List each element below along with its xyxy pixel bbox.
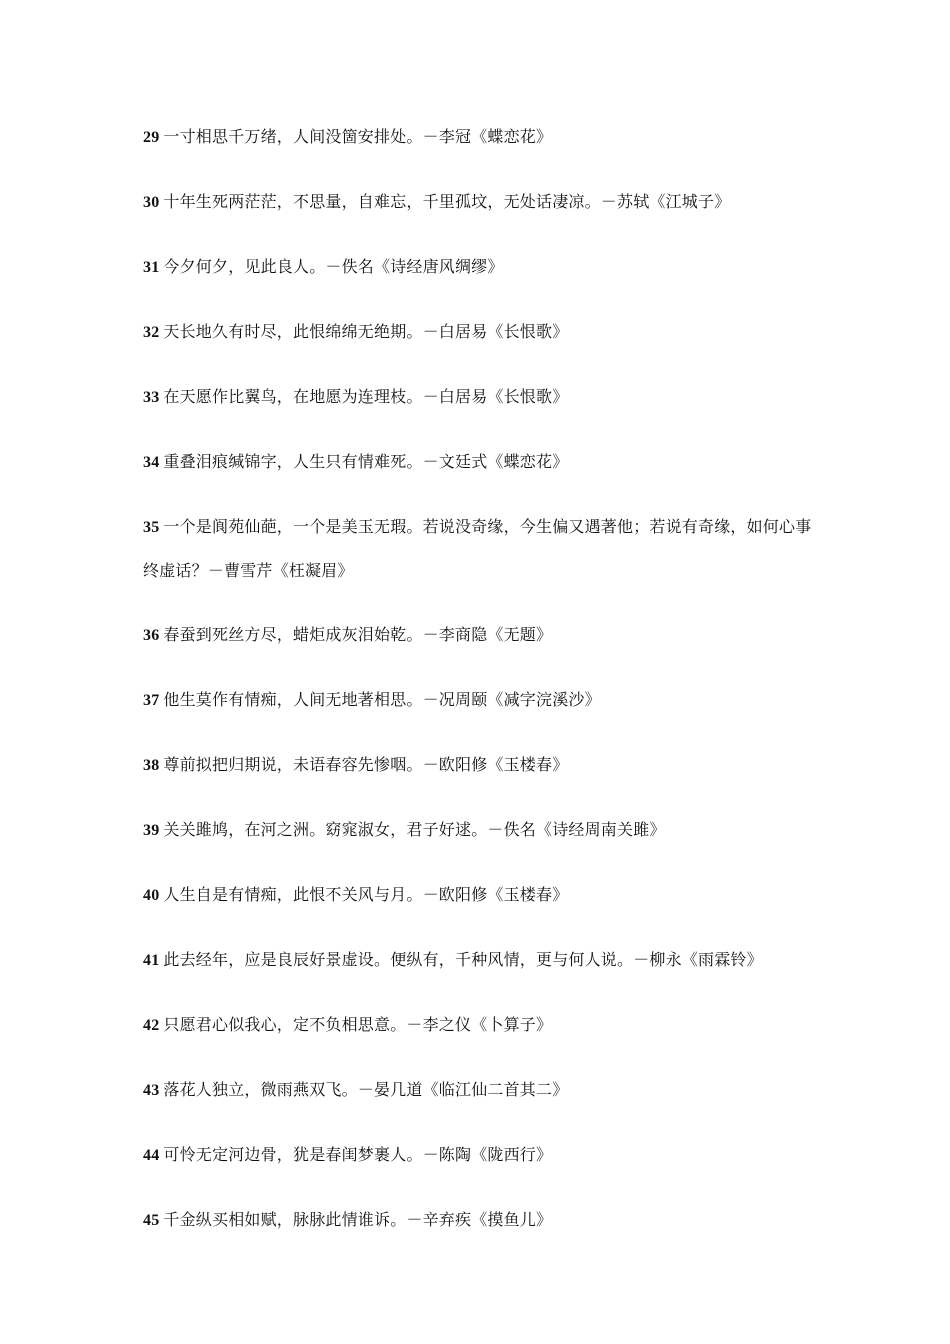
quote-number: 33 (143, 389, 160, 406)
quote-text: 千金纵买相如赋，脉脉此情谁诉。－辛弃疾《摸鱼儿》 (163, 1210, 553, 1229)
quote-text: 一寸相思千万绪，人间没箇安排处。－李冠《蝶恋花》 (163, 127, 553, 146)
quote-text: 关关雎鸠，在河之洲。窈窕淑女，君子好逑。－佚名《诗经周南关雎》 (163, 820, 666, 839)
quote-number: 44 (143, 1147, 160, 1164)
quote-entry-37 (143, 687, 815, 713)
quote-text: 在天愿作比翼鸟，在地愿为连理枝。－白居易《长恨歌》 (163, 387, 569, 406)
quote-text: 春蚕到死丝方尽，蜡炬成灰泪始乾。－李商隐《无题》 (163, 625, 553, 644)
quote-number: 30 (143, 194, 160, 211)
quote-text: 尊前拟把归期说，未语春容先惨咽。－欧阳修《玉楼春》 (163, 755, 569, 774)
quote-number: 29 (143, 129, 160, 146)
quote-entry-36 (143, 622, 815, 648)
quote-text: 落花人独立，微雨燕双飞。－晏几道《临江仙二首其二》 (163, 1080, 569, 1099)
quote-number: 39 (143, 822, 160, 839)
quote-entry-43 (143, 1077, 815, 1103)
quote-text: 天长地久有时尽，此恨绵绵无绝期。－白居易《长恨歌》 (163, 322, 569, 341)
quote-entry-42 (143, 1012, 815, 1038)
quote-number: 34 (143, 454, 160, 471)
quote-entry-35 (143, 505, 815, 592)
quote-number: 32 (143, 324, 160, 341)
quote-text: 重叠泪痕缄锦字，人生只有情难死。－文廷式《蝶恋花》 (163, 452, 569, 471)
quote-entry-44 (143, 1142, 815, 1168)
quote-number: 38 (143, 757, 160, 774)
quote-number: 43 (143, 1082, 160, 1099)
quote-text: 只愿君心似我心，定不负相思意。－李之仪《卜算子》 (163, 1015, 553, 1034)
quote-text: 可怜无定河边骨，犹是春闺梦裹人。－陈陶《陇西行》 (163, 1145, 553, 1164)
quote-number: 45 (143, 1212, 160, 1229)
quote-text: 此去经年，应是良辰好景虚设。便纵有，千种风情，更与何人说。－柳永《雨霖铃》 (163, 950, 763, 969)
quote-entry-33 (143, 384, 815, 410)
quote-entry-40 (143, 882, 815, 908)
quote-entry-31 (143, 254, 815, 280)
quote-entry-41 (143, 947, 815, 973)
quote-text: 今夕何夕，见此良人。－佚名《诗经唐风绸缪》 (163, 257, 504, 276)
quote-number: 42 (143, 1017, 160, 1034)
quote-entry-38 (143, 752, 815, 778)
quote-text: 一个是阆苑仙葩，一个是美玉无瑕。若说没奇缘，今生偏又遇著他；若说有奇缘，如何心事终虚话？－曹雪芹《枉凝眉》 (143, 517, 812, 580)
quote-entry-39 (143, 817, 815, 843)
quote-number: 35 (143, 519, 160, 536)
quote-text: 他生莫作有情痴，人间无地著相思。－况周颐《减字浣溪沙》 (163, 690, 601, 709)
quote-number: 40 (143, 887, 160, 904)
quote-text: 人生自是有情痴，此恨不关风与月。－欧阳修《玉楼春》 (163, 885, 569, 904)
quote-number: 37 (143, 692, 160, 709)
quote-entry-34 (143, 449, 815, 475)
quote-number: 36 (143, 627, 160, 644)
quote-entry-45 (143, 1207, 815, 1233)
quote-entry-32 (143, 319, 815, 345)
quote-list (143, 124, 815, 1272)
quote-number: 41 (143, 952, 160, 969)
quote-entry-30 (143, 189, 815, 215)
quote-number: 31 (143, 259, 160, 276)
quote-text: 十年生死两茫茫，不思量，自难忘，千里孤坟，无处话凄凉。－苏轼《江城子》 (163, 192, 731, 211)
quote-entry-29 (143, 124, 815, 150)
